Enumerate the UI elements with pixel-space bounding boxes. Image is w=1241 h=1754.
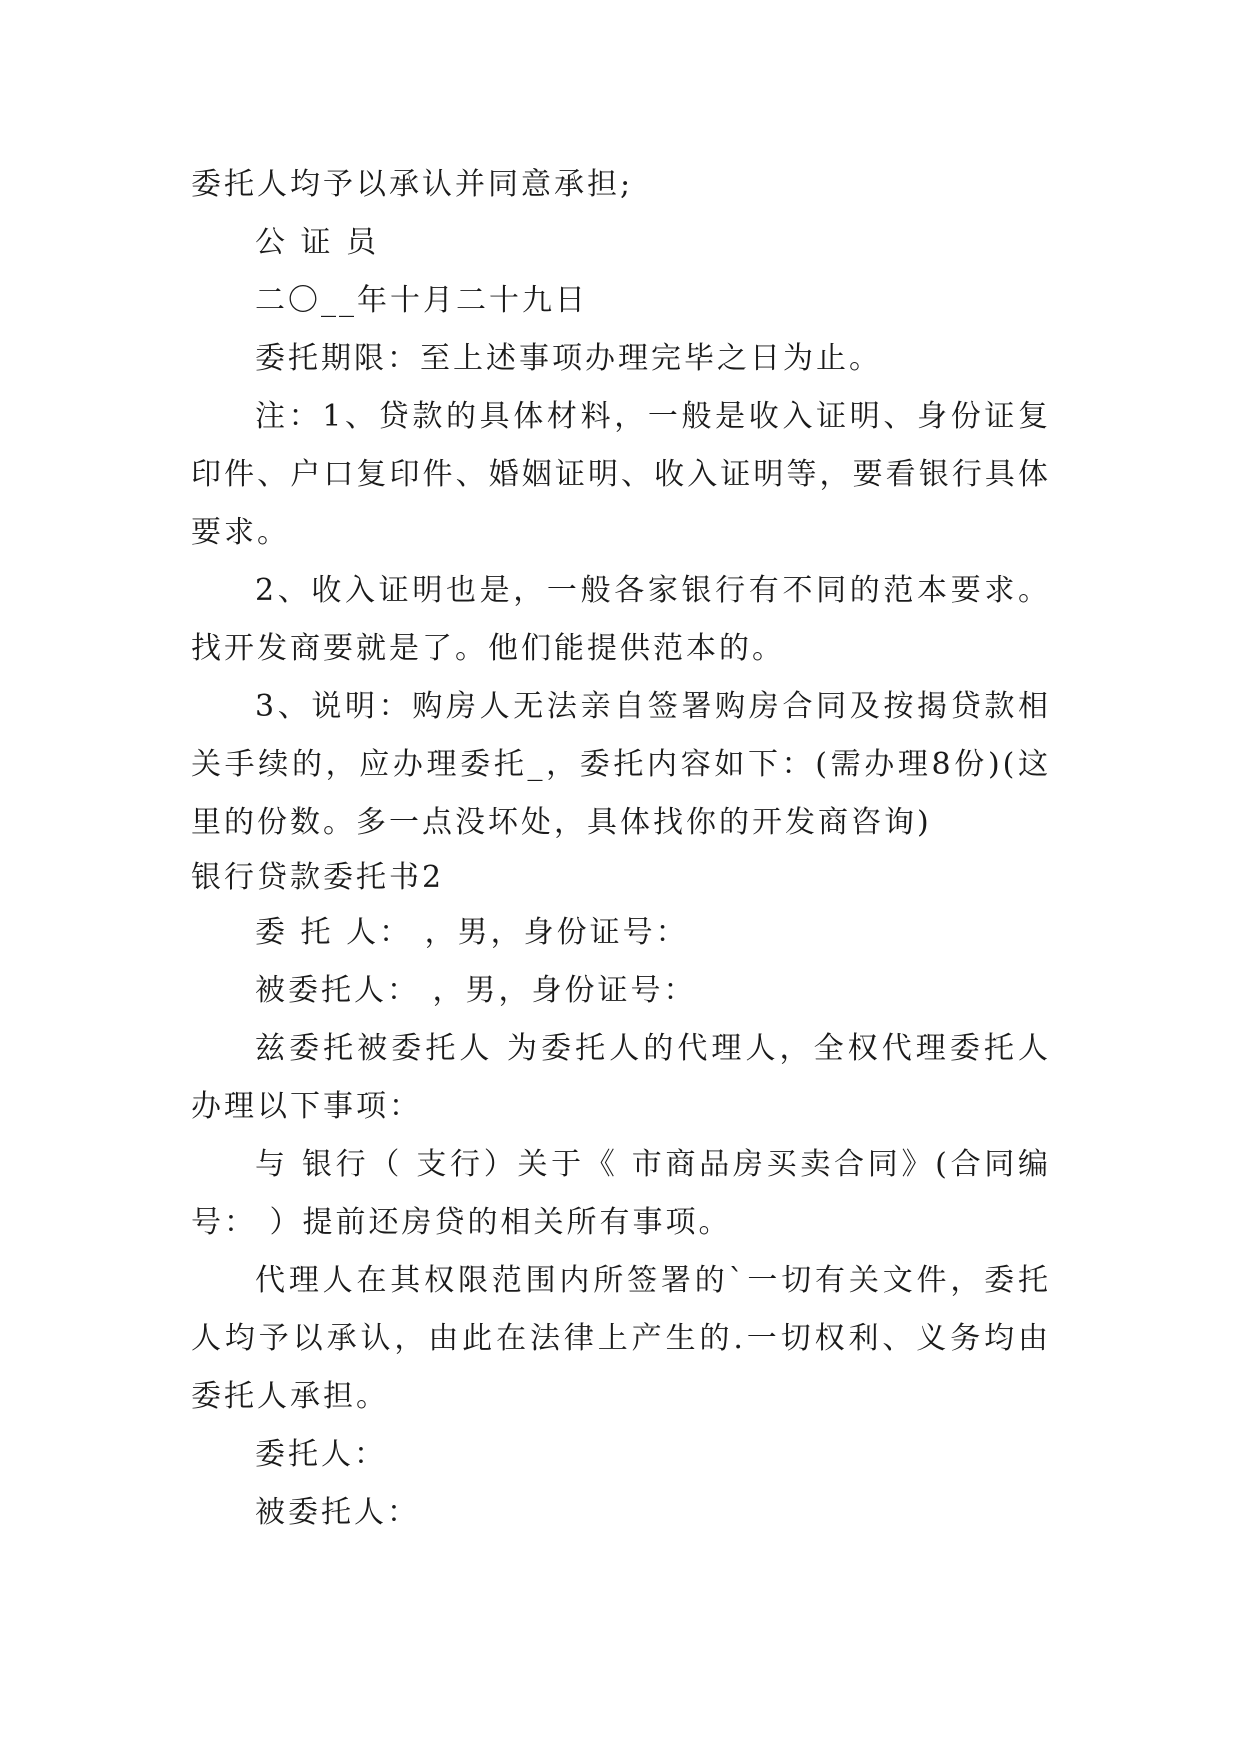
notary-signature-label: 公 证 员: [255, 225, 380, 260]
note-item-2: 2、收入证明也是，一般各家银行有不同的范本要求。找开发商要就是了。他们能提供范本的。: [191, 573, 1051, 666]
appointment-clause: 兹委托被委托人 为委托人的代理人，全权代理委托人办理以下事项：: [191, 1031, 1051, 1124]
note-item-1: 注：1、贷款的具体材料，一般是收入证明、身份证复印件、户口复印件、婚姻证明、收入证明等，要看银行具体要求。: [191, 399, 1051, 550]
matters-clause: 与 银行（ 支行）关于《 市商品房买卖合同》(合同编号： ）提前还房贷的相关所有事项。: [191, 1147, 1051, 1240]
principal-signature-label: 委托人：: [255, 1437, 387, 1472]
section-heading: 银行贷款委托书2: [191, 860, 445, 895]
document-body: [191, 156, 1051, 1542]
authority-clause: 代理人在其权限范围内所签署的`一切有关文件，委托人均予以承认，由此在法律上产生的.一切权利、义务均由委托人承担。: [191, 1263, 1051, 1414]
agent-signature-label: 被委托人：: [255, 1495, 420, 1530]
document-date: 二〇__年十月二十九日: [255, 283, 588, 318]
paragraph-consent-continuation: 委托人均予以承认并同意承担;: [191, 167, 634, 202]
principal-field: 委 托 人： ，男，身份证号：: [255, 915, 689, 950]
note-item-3: 3、说明：购房人无法亲自签署购房合同及按揭贷款相关手续的，应办理委托_，委托内容如下：(需办理8份)(这里的份数。多一点没坏处，具体找你的开发商咨询): [191, 689, 1051, 840]
agent-field: 被委托人： ，男，身份证号：: [255, 973, 697, 1008]
entrustment-period: 委托期限：至上述事项办理完毕之日为止。: [255, 341, 882, 376]
